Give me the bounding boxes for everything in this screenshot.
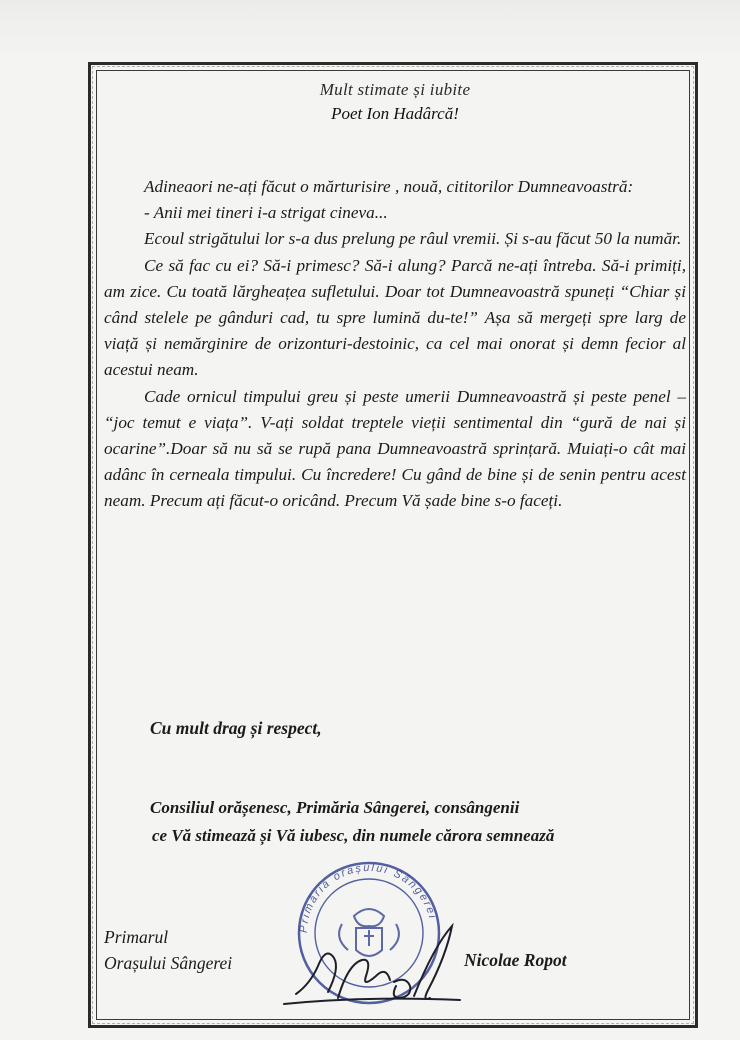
mayor-name: Nicolae Ropot [464, 950, 567, 970]
mayor-title-line-2: Orașului Sângerei [104, 953, 233, 973]
paragraph-5: Cade ornicul timpului greu și peste umerii Dumneavoastră și peste penel – “joc temut e viața”. V-ați soldat treptele vieții sentimental din “gură de nai și ocarine”.Doar să nu să se rupă pana Dumneavoastră sprințară. Muiați-o cât mai adânc în cerneala timpului. Cu încredere! Cu gând de bine și de senin pentru acest neam. Precum ați făcut-o oricând. Precum Vă șade bine s-o faceți. [104, 386, 686, 511]
paragraph-4: Ce să fac cu ei? Să-i primesc? Să-i alung? Parcă ne-ați întreba. Să-i primiți, am zice. Cu toată lărgheațea sufletului. Doar tot Dumneavoastră spuneți “Chiar și când stelele pe gânduri cad, tu spre lumină du-te!” Așa să mergeți spre larg de viață și nemărginire de orizonturi-destoinic, ca cel mai onorat și demn fecior al acestui neam. [104, 255, 686, 380]
seal-text: Primăria orașului Sângerei [297, 861, 439, 934]
salutation-line-2: Poet Ion Hadârcă! [331, 104, 459, 123]
salutation-line-1: Mult stimate și iubite [319, 80, 471, 99]
scan-top-shade [0, 0, 740, 60]
letter-content [104, 78, 686, 1008]
mayor-title-line-1: Primarul [104, 927, 169, 947]
mayor-signature [276, 906, 476, 1016]
paragraph-1: Adineaori ne-ați făcut o mărturisire , nouă, cititorilor Dumneavoastră: [144, 177, 634, 196]
council-line-1: Consiliul orășenesc, Primăria Sângerei, consângenii [150, 798, 520, 817]
letter-body [104, 174, 686, 515]
salutation [104, 78, 686, 126]
paragraph-3: Ecoul strigătului lor s-a dus prelung pe râul vremii. Și s-au făcut 50 la număr. [144, 229, 682, 249]
paragraph-2: - Anii mei tineri i-a strigat cineva... [144, 203, 388, 223]
council-line-2: ce Vă stimează și Vă iubesc, din numele cărora semnează [152, 826, 555, 845]
closing-phrase: Cu mult drag și respect, [150, 718, 322, 738]
mayor-title [104, 924, 232, 976]
council-signatories [150, 794, 686, 850]
